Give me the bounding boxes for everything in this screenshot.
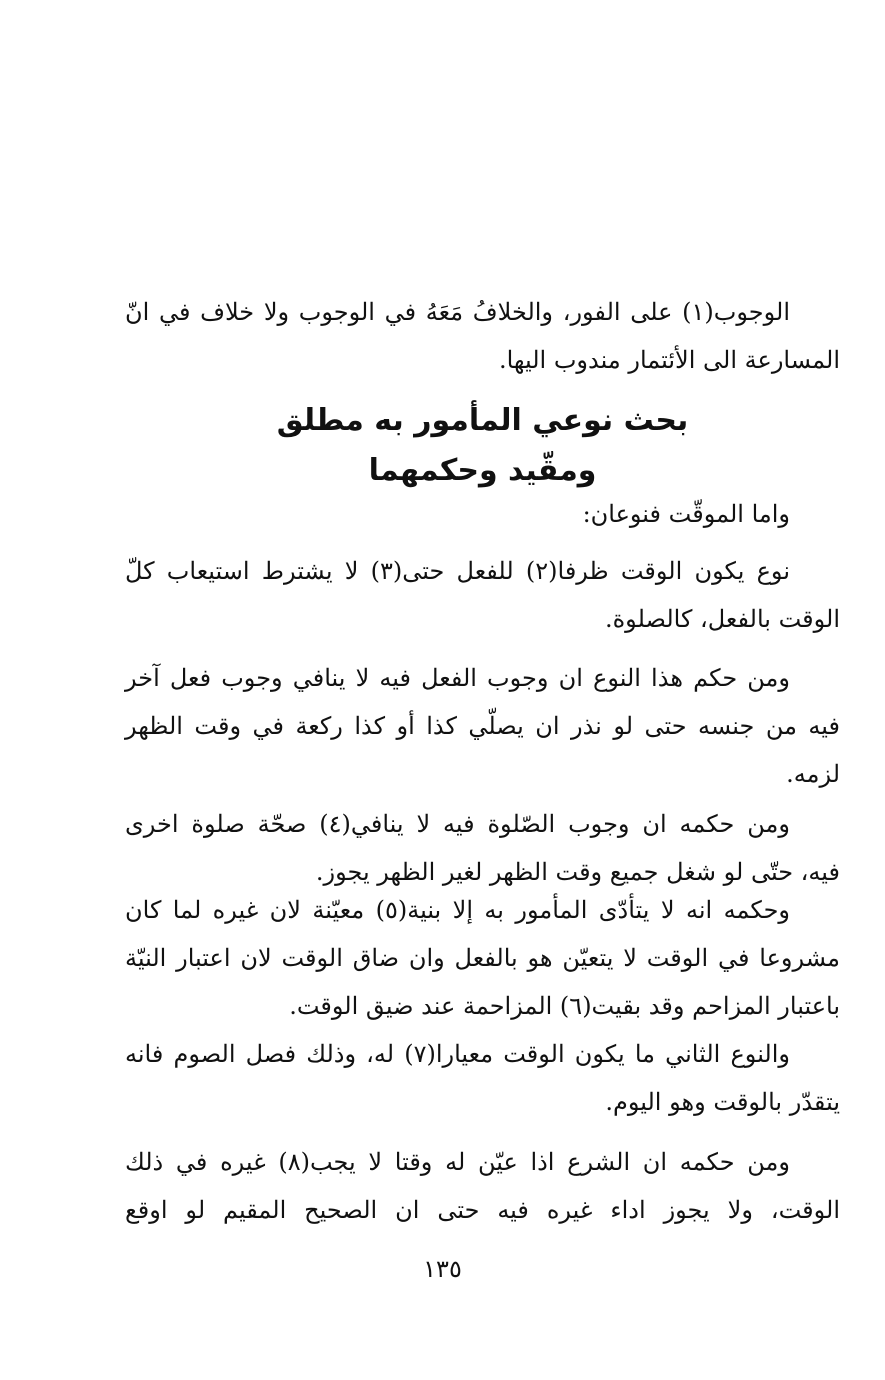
text-line: والنوع الثاني ما يكون الوقت معيارا(٧) له، وذلك فصل الصوم فانه — [125, 1040, 790, 1068]
text-line: الوجوب(١) على الفور، والخلافُ مَعَهُ في الوجوب ولا خلاف في انّ — [125, 298, 790, 326]
text-line: مشروعا في الوقت لا يتعيّن هو بالفعل وان ضاق الوقت لان اعتبار النيّة — [125, 944, 840, 972]
page-number: ١٣٥ — [423, 1255, 462, 1283]
paragraph-7 — [125, 1030, 840, 1126]
paragraph-3 — [125, 547, 840, 643]
paragraph-1 — [125, 288, 840, 384]
text-line: ومن حكمه ان الشرع اذا عيّن له وقتا لا يجب(٨) غيره في ذلك — [125, 1148, 790, 1176]
text-line: ومن حكمه ان وجوب الصّلوة فيه لا ينافي(٤) صحّة صلوة اخرى — [125, 810, 790, 838]
text-line: لزمه. — [786, 760, 840, 788]
text-line: فيه من جنسه حتى لو نذر ان يصلّي كذا أو كذا ركعة في وقت الظهر — [125, 712, 840, 740]
text-line: الوقت بالفعل، كالصلوة. — [604, 605, 840, 633]
section-heading-line-1: بحث نوعي المأمور به مطلق — [276, 403, 689, 438]
paragraph-4 — [125, 654, 840, 798]
text-line: باعتبار المزاحم وقد بقيت(٦) المزاحمة عند ضيق الوقت. — [289, 992, 840, 1020]
section-heading-line-2: ومقّيد وحكمهما — [368, 453, 597, 488]
paragraph-5 — [125, 800, 840, 896]
text-line: يتقدّر بالوقت وهو اليوم. — [605, 1088, 840, 1116]
text-line: واما الموقّت فنوعان: — [582, 500, 790, 528]
paragraph-6 — [125, 886, 840, 1030]
text-line: وحكمه انه لا يتأدّى المأمور به إلا بنية(٥) معيّنة لان غيره لما كان — [125, 896, 790, 924]
paragraph-2 — [125, 490, 840, 538]
paragraph-8 — [125, 1138, 840, 1234]
text-line: المسارعة الى الأئتمار مندوب اليها. — [498, 346, 840, 374]
text-line: نوع يكون الوقت ظرفا(٢) للفعل حتى(٣) لا يشترط استيعاب كلّ — [125, 557, 791, 585]
text-line: فيه، حتّى لو شغل جميع وقت الظهر لغير الظهر يجوز. — [315, 858, 840, 886]
text-line: ومن حكم هذا النوع ان وجوب الفعل فيه لا ينافي وجوب فعل آخر — [125, 664, 790, 692]
text-line: الوقت، ولا يجوز اداء غيره فيه حتى ان الصحيح المقيم لو اوقع — [125, 1196, 840, 1224]
